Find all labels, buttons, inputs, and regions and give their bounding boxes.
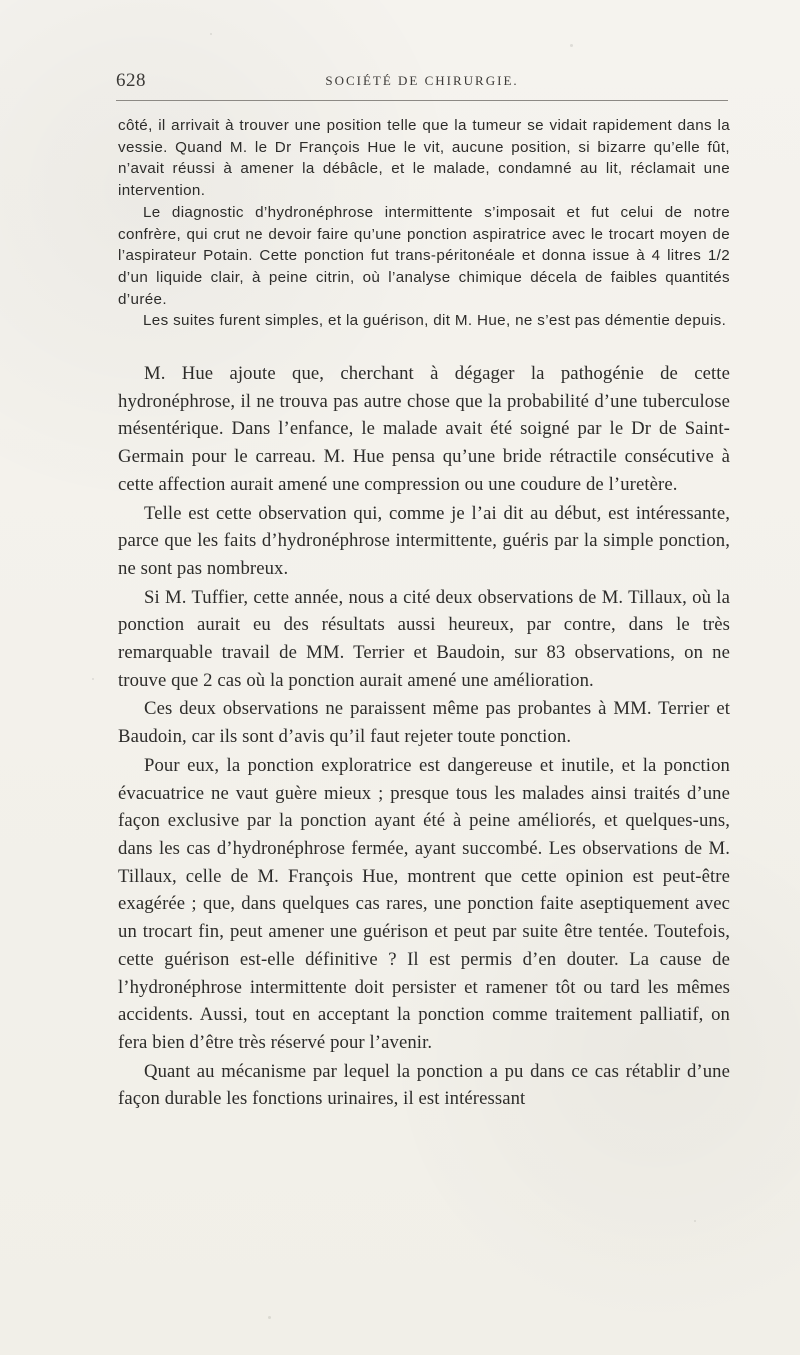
paragraph-2: Le diagnostic d’hydronéphrose intermittente s’imposait et fut celui de notre confrère, qui crut ne devoir faire qu’une ponction aspiratrice avec le trocart moyen de l’aspirateur Potain. Cette ponction fut trans-péritonéale et donna issue à 4 litres 1/2 d’un liquide clair, à peine citrin, où l’analyse chimique décela de faibles quantités d’urée.	[118, 203, 730, 308]
paragraph-6: Si M. Tuffier, cette année, nous a cité deux observations de M. Tillaux, où la ponction aurait eu des résultats aussi heureux, par contre, dans le très remarquable travail de MM. Terrier et Baudoin, sur 83 observations, on ne trouve que 2 cas où la ponction aurait amené une amélioration.	[118, 586, 730, 691]
paper-speckle	[570, 44, 573, 47]
paragraph-7: Ces deux observations ne paraissent même pas probantes à MM. Terrier et Baudoin, car ils sont d’avis qu’il faut rejeter toute ponction.	[118, 698, 730, 748]
paragraph-9: Quant au mécanisme par lequel la ponction a pu dans ce cas rétablir d’une façon durable les fonctions urinaires, il est intéressant	[118, 1060, 730, 1110]
paragraph-5: Telle est cette observation qui, comme je l’ai dit au début, est intéressante, parce que les faits d’hydronéphrose intermittente, guéris par la simple ponction, ne sont pas nombreux.	[118, 502, 730, 579]
page-header	[116, 70, 728, 92]
paper-speckle	[92, 678, 94, 680]
header-rule	[116, 100, 728, 101]
body-text	[118, 115, 730, 1113]
paragraph-4: M. Hue ajoute que, cherchant à dégager la pathogénie de cette hydronéphrose, il ne trouva pas autre chose que la probabilité d’une tuberculose mésentérique. Dans l’enfance, le malade avait été soigné par le Dr de Saint-Germain pour le carreau. M. Hue pensa qu’une bride rétractile consécutive à cette affection aurait amené une compression ou une coudure de l’uretère.	[118, 363, 730, 495]
paper-speckle	[268, 1316, 271, 1319]
page-number: 628	[116, 70, 146, 91]
running-title: SOCIÉTÉ DE CHIRURGIE.	[325, 73, 519, 88]
paragraph-8: Pour eux, la ponction exploratrice est dangereuse et inutile, et la ponction évacuatrice ne vaut guère mieux ; presque tous les malades ainsi traités d’une façon exclusive par la ponction ayant été à peine améliorés, et quelques-uns, dans les cas d’hydronéphrose fermée, ayant succombé. Les observations de M. Tillaux, celle de M. François Hue, montrent que cette opinion est peut-être exagérée ; que, dans quelques cas rares, une ponction faite aseptiquement avec un trocart fin, peut amener une guérison et peut par suite être tentée. Toutefois, cette guérison est-elle définitive ? Il est permis d’en douter. La cause de l’hydronéphrose intermittente doit persister et ramener tôt ou tard les mêmes accidents. Aussi, tout en acceptant la ponction comme traitement palliatif, on fera bien d’être très réservé pour l’avenir.	[118, 754, 730, 1053]
paragraph-1: côté, il arrivait à trouver une position telle que la tumeur se vidait rapidement dans la vessie. Quand M. le Dr François Hue le vit, aucune position, si bizarre qu’elle fût, n’avait réussi à amener la débâcle, et le malade, condamné au lit, réclamait une intervention.	[118, 117, 730, 200]
paragraph-3: Les suites furent simples, et la guérison, dit M. Hue, ne s’est pas démentie depuis.	[143, 312, 727, 330]
paper-speckle	[694, 1220, 696, 1222]
paper-speckle	[210, 33, 212, 35]
